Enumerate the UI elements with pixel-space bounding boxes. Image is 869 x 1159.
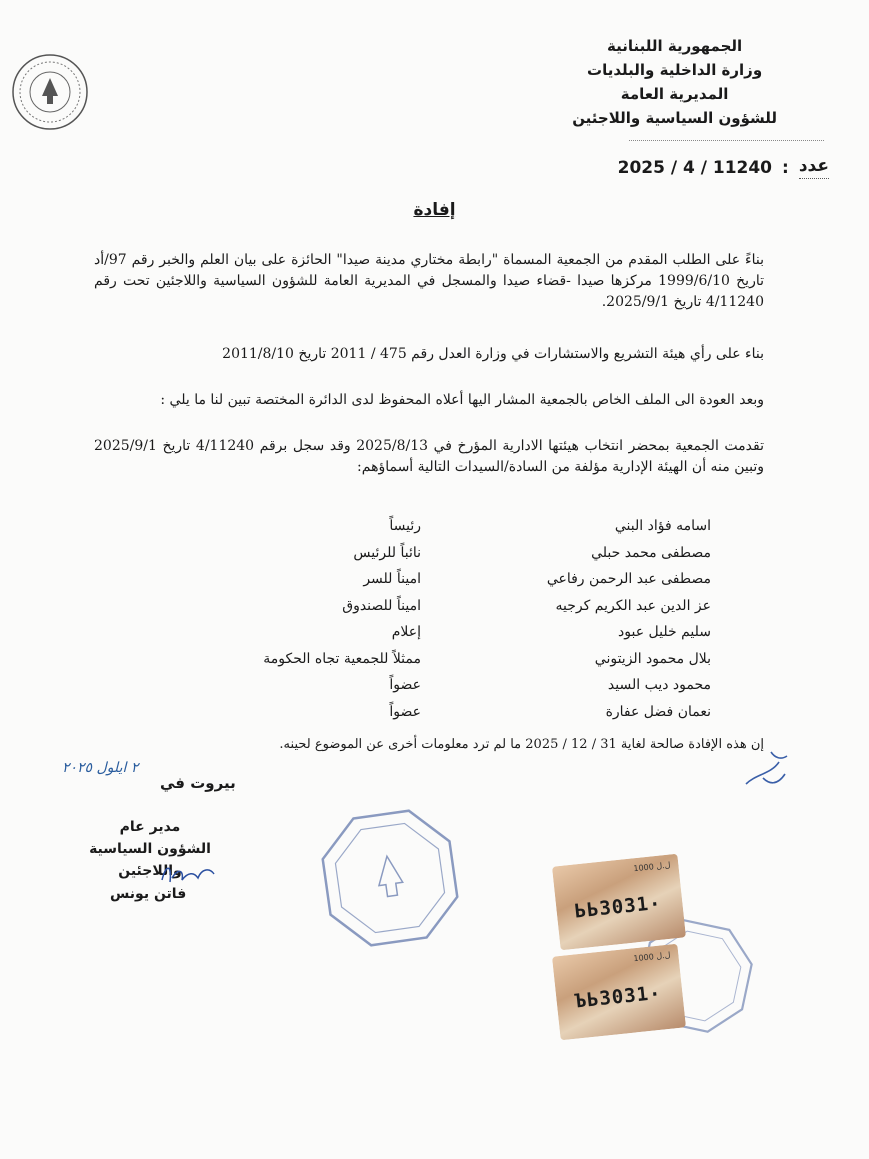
header-department: للشؤون السياسية واللاجئين: [572, 109, 777, 127]
header-republic: الجمهورية اللبنانية: [607, 37, 743, 55]
member-name: محمود ديب السيد: [607, 677, 711, 693]
list-item: [191, 545, 711, 572]
member-name: بلال محمود الزيتوني: [594, 650, 711, 667]
member-role: رئيساً: [389, 518, 421, 534]
list-item: [191, 571, 711, 598]
signatory-name: فاتن يونس: [110, 886, 187, 902]
validity-statement: إن هذه الإفادة صالحة لغاية 31 / 12 / 2025 ما لم ترد معلومات أخرى عن الموضوع لحينه.: [279, 737, 764, 752]
ministry-header: [572, 34, 777, 130]
fiscal-stamp: [552, 854, 686, 951]
member-role: اميناً للصندوق: [342, 597, 421, 614]
signatory-title: مدير عام: [119, 819, 181, 835]
member-name: اسامه فؤاد البني: [614, 518, 711, 534]
fiscal-stamp-value: 1000 ل.ل: [633, 860, 671, 874]
header-divider: [629, 140, 824, 141]
member-role: نائباً للرئيس: [353, 544, 421, 561]
header-ministry: وزارة الداخلية والبلديات: [587, 61, 763, 79]
list-item: [191, 624, 711, 651]
fiscal-stamp: [552, 944, 686, 1041]
ministry-emblem-icon: [10, 52, 90, 132]
list-item: [191, 598, 711, 625]
list-item: [191, 651, 711, 678]
handwritten-date: ٢ ايلول ٢٠٢٥: [62, 760, 139, 776]
signatory-department: الشؤون السياسية واللاجئين: [89, 841, 211, 879]
reference-number: 2025 / 4 / 11240: [617, 157, 773, 178]
fiscal-stamp-serial: ЪЬ3031٠: [573, 981, 662, 1013]
paragraph-election: تقدمت الجمعية بمحضر انتخاب هيئتها الادارية المؤرخ في 2025/8/13 وقد سجل برقم 4/11240 تاريخ 2025/9/1 وتبين منه أن الهيئة الإدارية مؤلفة من السادة/السيدات التالية أسماؤهم:: [94, 438, 764, 475]
header-directorate: المديرية العامة: [620, 85, 729, 103]
list-item: [191, 677, 711, 704]
member-name: سليم خليل عبود: [618, 624, 711, 640]
member-name: مصطفى عبد الرحمن رفاعي: [546, 571, 711, 587]
initials-mark-icon: [741, 744, 791, 794]
member-role: ممثلاً للجمعية تجاه الحكومة: [263, 650, 421, 667]
paragraph-request: بناءً على الطلب المقدم من الجمعية المسماة "رابطة مختاري مدينة صيدا" الحائزة على بيان العلم والخبر رقم 97/أد تاريخ 1999/6/10 مركزها صيدا -قضاء صيدا والمسجل في المديرية العامة للشؤون السياسية واللاجئين تحت رقم 4/11240 تاريخ 2025/9/1.: [94, 252, 764, 310]
document-title-text: إفادة: [413, 200, 456, 220]
member-role: عضواً: [389, 703, 421, 720]
list-item: [191, 704, 711, 731]
paragraph-legal-opinion: بناء على رأي هيئة التشريع والاستشارات في وزارة العدل رقم 475 / 2011 تاريخ 2011/8/10: [222, 346, 764, 362]
board-members-list: [191, 518, 711, 730]
member-name: مصطفى محمد حبلي: [591, 544, 711, 561]
fiscal-stamp-serial: ЬЬ3031٠: [573, 891, 662, 923]
reference-label: عدد: [799, 156, 829, 179]
reference-row: [618, 156, 829, 179]
document-title: [0, 200, 869, 220]
fiscal-stamp-value: 1000 ل.ل: [633, 950, 671, 964]
member-name: عز الدين عبد الكريم كرجيه: [555, 597, 711, 614]
member-role: اميناً للسر: [363, 571, 421, 587]
paragraph-file-review: وبعد العودة الى الملف الخاص بالجمعية المشار اليها أعلاه المحفوظ لدى الدائرة المختصة تبين لنا ما يلي :: [160, 392, 764, 408]
official-stamp-icon: [313, 801, 467, 955]
member-role: إعلام: [391, 624, 421, 640]
list-item: [191, 518, 711, 545]
reference-colon: :: [782, 157, 789, 178]
signature-icon: [158, 858, 218, 888]
issue-city: بيروت في: [160, 774, 236, 792]
member-role: عضواً: [389, 677, 421, 693]
member-name: نعمان فضل عفارة: [605, 703, 711, 720]
